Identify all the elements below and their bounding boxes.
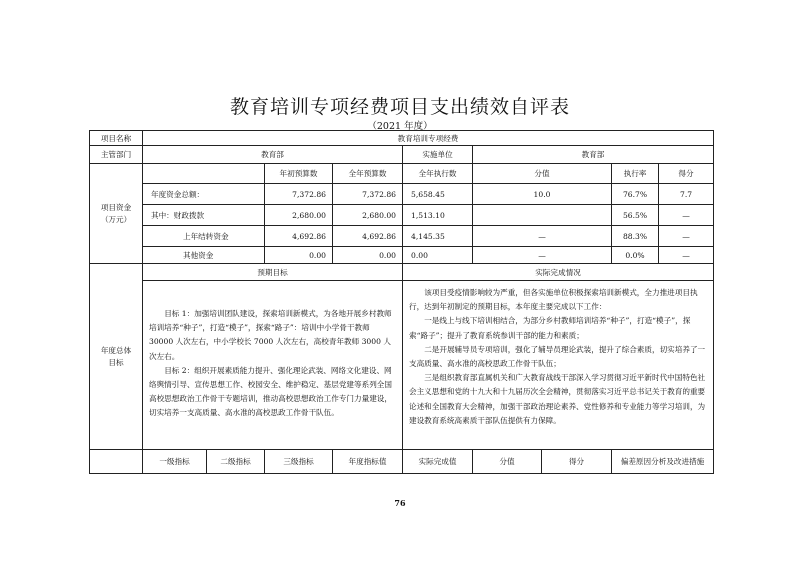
dept-value: 教育部 (143, 146, 403, 164)
funds-score-weight: — (473, 247, 612, 264)
funds-executed: 1,513.10 (403, 205, 473, 226)
funds-score-weight: 10.0 (473, 184, 612, 205)
funds-row-label: 其他资金 (143, 247, 265, 264)
goals-section-label (90, 264, 143, 450)
funds-score: — (659, 205, 714, 226)
funds-row (90, 205, 714, 226)
indicators-blank (90, 450, 143, 474)
indicators-header-row (90, 450, 714, 474)
funds-row-label: 上年结转资金 (143, 226, 265, 247)
funds-annual: 7,372.86 (333, 184, 403, 205)
funds-rate: 88.3% (612, 226, 659, 247)
header-execution-rate: 执行率 (612, 164, 659, 184)
expected-goals-header: 预期目标 (143, 264, 403, 281)
header-annual-budget: 全年预算数 (333, 164, 403, 184)
funds-row (90, 184, 714, 205)
header-initial-budget: 年初预算数 (265, 164, 333, 184)
evaluation-table (89, 130, 714, 474)
funds-row-label: 年度资金总额： (143, 184, 265, 205)
funds-annual: 4,692.86 (333, 226, 403, 247)
funds-rate: 56.5% (612, 205, 659, 226)
impl-value: 教育部 (473, 146, 714, 164)
funds-row-label: 其中：财政拨款 (143, 205, 265, 226)
funds-executed: 0.00 (403, 247, 473, 264)
funds-score-weight (473, 205, 612, 226)
funds-score-weight: — (473, 226, 612, 247)
funds-row (90, 226, 714, 247)
actual-result-paragraph: 三是组织教育部直属机关和广大教育战线干部深入学习贯彻习近平新时代中国特色社会主义思想和党的十九大和十九届历次全会精神，贯彻落实习近平总书记关于教育的重要论述和全国教育大会精神，加强干部政治理论素养、党性修养和专业能力等学习培训，为建设教育系统高素质干部队伍提供有力保障。 (409, 373, 706, 425)
document-title: 教育培训专项经费项目支出绩效自评表 (229, 96, 570, 118)
header-annual-target: 年度指标值 (333, 450, 403, 474)
funds-initial: 7,372.86 (265, 184, 333, 205)
funds-annual: 0.00 (333, 247, 403, 264)
header-score: 得分 (659, 164, 714, 184)
header-level2-indicator: 二级指标 (207, 450, 265, 474)
funds-rate: 76.7% (612, 184, 659, 205)
funds-score: — (659, 247, 714, 264)
impl-label: 实施单位 (403, 146, 473, 164)
funds-initial: 4,692.86 (265, 226, 333, 247)
funds-rate: 0.0% (612, 247, 659, 264)
expected-goals-text (143, 281, 403, 450)
year-note: （2021 年度） (367, 121, 433, 132)
department-row (90, 146, 714, 164)
expected-goal-paragraph: 目标 1：加强培训团队建设，探索培训新模式，为各地开展乡村教师培训培养“种子”，打造“模子”，探索“路子”：培训中小学骨干教师 30000 人次左右，中小学校长 7000 人次左右，高校青年教师 3000 人次左右。 (149, 309, 392, 361)
header-level1-indicator: 一级指标 (143, 450, 207, 474)
header-indicator-score: 得分 (542, 450, 612, 474)
funds-label-line1: 项目资金 (100, 202, 132, 212)
header-executed: 全年执行数 (403, 164, 473, 184)
header-deviation-analysis: 偏差原因分析及改进措施 (612, 450, 714, 474)
goals-label-line2: 目标 (108, 357, 124, 367)
header-actual-value: 实际完成值 (403, 450, 473, 474)
funds-label-line2: （万元） (100, 214, 132, 224)
funds-executed: 4,145.35 (403, 226, 473, 247)
funds-score: 7.7 (659, 184, 714, 205)
funds-row (90, 247, 714, 264)
expected-goal-paragraph: 目标 2：组织开展素质能力提升、强化理论武装、网络文化建设、网络舆情引导、宣传思想工作、校园安全、维护稳定、基层党建等系列全国高校思想政治工作骨干专题培训，推动高校思想政治工作专门力量建设，切实培养一支高质量、高水准的高校思政工作骨干队伍。 (149, 365, 392, 418)
funds-initial: 2,680.00 (265, 205, 333, 226)
header-score-weight: 分值 (473, 164, 612, 184)
funds-section-label (90, 164, 143, 264)
actual-results-header: 实际完成情况 (403, 264, 714, 281)
goals-header-row (90, 264, 714, 281)
header-level3-indicator: 三级指标 (265, 450, 333, 474)
funds-header-row (90, 164, 714, 184)
goals-content-row (90, 281, 714, 450)
funds-annual: 2,680.00 (333, 205, 403, 226)
project-name-value: 教育培训专项经费 (143, 131, 714, 146)
page-number: 76 (394, 498, 406, 508)
header-indicator-weight: 分值 (473, 450, 542, 474)
actual-result-paragraph: 该项目受疫情影响较为严重，但各实施单位积极探索培训新模式，全力推进项目执行，达到年初制定的预期目标，本年度主要完成以下工作： (409, 288, 698, 312)
project-name-label: 项目名称 (90, 131, 143, 146)
funds-header-blank (143, 164, 265, 184)
goals-label-line1: 年度总体 (100, 345, 132, 355)
actual-results-text (403, 281, 714, 450)
dept-label: 主管部门 (90, 146, 143, 164)
actual-result-paragraph: 二是开展辅导员专项培训，强化了辅导员理论武装，提升了综合素质，切实培养了一支高质量、高水准的高校思政工作骨干队伍； (409, 344, 706, 369)
funds-score: — (659, 226, 714, 247)
actual-result-paragraph: 一是线上与线下培训相结合，为部分乡村教师培训培养“种子”，打造“模子”，探索“路子”；提升了教育系统参训干部的能力和素质； (409, 316, 691, 340)
funds-initial: 0.00 (265, 247, 333, 264)
project-name-row (90, 131, 714, 146)
funds-executed: 5,658.45 (403, 184, 473, 205)
